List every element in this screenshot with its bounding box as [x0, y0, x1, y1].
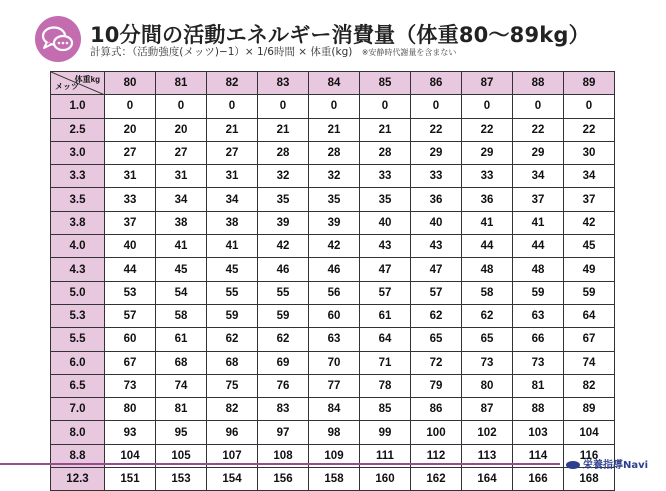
- table-cell: 73: [513, 351, 564, 374]
- table-cell: 62: [462, 304, 513, 327]
- formula: 計算式：（活動強度(メッツ)−1）× 1/6時間 × 体重(kg): [90, 46, 353, 58]
- table-cell: 41: [513, 211, 564, 234]
- energy-table: [50, 71, 615, 491]
- table-cell: 73: [462, 351, 513, 374]
- table-cell: 21: [360, 118, 411, 141]
- mets-label: 12.3: [51, 468, 105, 491]
- mets-label: 4.0: [51, 235, 105, 258]
- table-cell: 0: [513, 95, 564, 118]
- table-cell: 95: [156, 421, 207, 444]
- table-row: [51, 374, 615, 397]
- mets-label: 6.5: [51, 374, 105, 397]
- table-cell: 27: [156, 141, 207, 164]
- mets-label: 3.3: [51, 165, 105, 188]
- table-cell: 34: [564, 165, 615, 188]
- table-cell: 33: [360, 165, 411, 188]
- table-cell: 89: [564, 398, 615, 421]
- table-cell: 45: [564, 235, 615, 258]
- table-cell: 61: [156, 328, 207, 351]
- mets-label: 2.5: [51, 118, 105, 141]
- formula-note: ※安静時代謝量を含まない: [361, 48, 457, 57]
- table-cell: 34: [156, 188, 207, 211]
- table-row: [51, 258, 615, 281]
- mets-label: 4.3: [51, 258, 105, 281]
- table-cell: 60: [105, 328, 156, 351]
- table-cell: 77: [309, 374, 360, 397]
- table-cell: 62: [207, 328, 258, 351]
- table-cell: 44: [105, 258, 156, 281]
- table-row: [51, 165, 615, 188]
- table-cell: 64: [360, 328, 411, 351]
- table-cell: 0: [258, 95, 309, 118]
- table-cell: 37: [564, 188, 615, 211]
- table-cell: 41: [207, 235, 258, 258]
- mets-label: 3.8: [51, 211, 105, 234]
- table-cell: 49: [564, 258, 615, 281]
- table-cell: 154: [207, 468, 258, 491]
- table-cell: 102: [462, 421, 513, 444]
- mets-label: 5.3: [51, 304, 105, 327]
- table-cell: 31: [207, 165, 258, 188]
- table-cell: 64: [564, 304, 615, 327]
- table-cell: 63: [513, 304, 564, 327]
- table-cell: 21: [309, 118, 360, 141]
- brand-logo-icon: [566, 461, 580, 469]
- table-cell: 62: [258, 328, 309, 351]
- table-cell: 71: [360, 351, 411, 374]
- weight-header-86: 86: [411, 72, 462, 95]
- table-cell: 39: [258, 211, 309, 234]
- table-cell: 93: [105, 421, 156, 444]
- table-cell: 59: [207, 304, 258, 327]
- mets-label: 3.0: [51, 141, 105, 164]
- table-cell: 20: [156, 118, 207, 141]
- table-cell: 42: [258, 235, 309, 258]
- table-cell: 58: [462, 281, 513, 304]
- mets-label: 8.8: [51, 444, 105, 467]
- table-cell: 43: [411, 235, 462, 258]
- page-header: [0, 0, 666, 68]
- table-row: [51, 118, 615, 141]
- table-cell: 0: [411, 95, 462, 118]
- table-cell: 97: [258, 421, 309, 444]
- table-cell: 41: [462, 211, 513, 234]
- table-cell: 32: [258, 165, 309, 188]
- table-cell: 42: [564, 211, 615, 234]
- table-cell: 65: [411, 328, 462, 351]
- table-cell: 80: [462, 374, 513, 397]
- table-cell: 158: [309, 468, 360, 491]
- table-cell: 164: [462, 468, 513, 491]
- table-cell: 29: [411, 141, 462, 164]
- table-cell: 69: [258, 351, 309, 374]
- table-cell: 42: [309, 235, 360, 258]
- footer-divider: [0, 463, 560, 465]
- table-row: [51, 211, 615, 234]
- table-cell: 85: [360, 398, 411, 421]
- table-cell: 27: [207, 141, 258, 164]
- mets-label: 7.0: [51, 398, 105, 421]
- table-cell: 31: [156, 165, 207, 188]
- table-cell: 27: [105, 141, 156, 164]
- table-cell: 36: [462, 188, 513, 211]
- table-cell: 37: [513, 188, 564, 211]
- table-cell: 57: [105, 304, 156, 327]
- table-cell: 0: [105, 95, 156, 118]
- table-cell: 103: [513, 421, 564, 444]
- weight-header-88: 88: [513, 72, 564, 95]
- table-cell: 35: [360, 188, 411, 211]
- table-cell: 37: [105, 211, 156, 234]
- table-cell: 35: [309, 188, 360, 211]
- table-cell: 75: [207, 374, 258, 397]
- corner-mets-label: メッツ: [55, 82, 79, 92]
- table-row: [51, 421, 615, 444]
- table-cell: 112: [411, 444, 462, 467]
- table-cell: 22: [462, 118, 513, 141]
- weight-header-81: 81: [156, 72, 207, 95]
- table-cell: 54: [156, 281, 207, 304]
- table-cell: 41: [156, 235, 207, 258]
- table-cell: 22: [564, 118, 615, 141]
- table-corner-cell: [51, 72, 105, 95]
- table-cell: 20: [105, 118, 156, 141]
- table-cell: 156: [258, 468, 309, 491]
- table-cell: 81: [156, 398, 207, 421]
- table-cell: 66: [513, 328, 564, 351]
- weight-header-89: 89: [564, 72, 615, 95]
- table-row: [51, 141, 615, 164]
- table-cell: 36: [411, 188, 462, 211]
- table-row: [51, 95, 615, 118]
- weight-header-83: 83: [258, 72, 309, 95]
- mets-label: 5.0: [51, 281, 105, 304]
- page-title: 10分間の活動エネルギー消費量（体重80〜89kg）: [90, 23, 590, 47]
- table-cell: 40: [360, 211, 411, 234]
- table-header-row: [51, 72, 615, 95]
- table-cell: 81: [513, 374, 564, 397]
- table-cell: 151: [105, 468, 156, 491]
- table-row: [51, 235, 615, 258]
- table-cell: 55: [207, 281, 258, 304]
- table-cell: 166: [513, 468, 564, 491]
- weight-header-87: 87: [462, 72, 513, 95]
- table-cell: 78: [360, 374, 411, 397]
- table-cell: 107: [207, 444, 258, 467]
- table-cell: 79: [411, 374, 462, 397]
- table-cell: 114: [513, 444, 564, 467]
- table-cell: 34: [207, 188, 258, 211]
- table-cell: 57: [360, 281, 411, 304]
- table-cell: 57: [411, 281, 462, 304]
- table-cell: 104: [105, 444, 156, 467]
- table-cell: 48: [513, 258, 564, 281]
- table-cell: 65: [462, 328, 513, 351]
- table-cell: 109: [309, 444, 360, 467]
- table-cell: 96: [207, 421, 258, 444]
- table-cell: 31: [105, 165, 156, 188]
- table-cell: 99: [360, 421, 411, 444]
- table-cell: 60: [309, 304, 360, 327]
- table-cell: 100: [411, 421, 462, 444]
- table-cell: 47: [411, 258, 462, 281]
- table-cell: 21: [258, 118, 309, 141]
- table-cell: 0: [360, 95, 411, 118]
- table-cell: 40: [105, 235, 156, 258]
- brand-name: 栄養指導Navi: [583, 460, 649, 471]
- mets-label: 1.0: [51, 95, 105, 118]
- table-cell: 113: [462, 444, 513, 467]
- table-cell: 0: [156, 95, 207, 118]
- energy-table-container: [50, 71, 614, 491]
- table-row: [51, 328, 615, 351]
- table-cell: 46: [258, 258, 309, 281]
- table-cell: 28: [258, 141, 309, 164]
- table-row: [51, 398, 615, 421]
- table-cell: 35: [258, 188, 309, 211]
- table-cell: 105: [156, 444, 207, 467]
- table-cell: 43: [360, 235, 411, 258]
- formula-text: [90, 44, 456, 59]
- table-cell: 108: [258, 444, 309, 467]
- mets-label: 5.5: [51, 328, 105, 351]
- table-cell: 67: [564, 328, 615, 351]
- table-cell: 38: [207, 211, 258, 234]
- weight-header-84: 84: [309, 72, 360, 95]
- table-cell: 38: [156, 211, 207, 234]
- table-cell: 45: [207, 258, 258, 281]
- table-cell: 33: [411, 165, 462, 188]
- weight-header-85: 85: [360, 72, 411, 95]
- table-cell: 68: [207, 351, 258, 374]
- table-cell: 153: [156, 468, 207, 491]
- table-cell: 98: [309, 421, 360, 444]
- table-cell: 0: [207, 95, 258, 118]
- table-cell: 80: [105, 398, 156, 421]
- table-cell: 67: [105, 351, 156, 374]
- table-cell: 74: [156, 374, 207, 397]
- table-cell: 40: [411, 211, 462, 234]
- table-cell: 76: [258, 374, 309, 397]
- table-cell: 59: [513, 281, 564, 304]
- table-cell: 86: [411, 398, 462, 421]
- table-cell: 30: [564, 141, 615, 164]
- table-cell: 44: [462, 235, 513, 258]
- speech-bubbles-icon: [35, 16, 81, 62]
- table-cell: 74: [564, 351, 615, 374]
- table-cell: 0: [309, 95, 360, 118]
- weight-header-80: 80: [105, 72, 156, 95]
- table-cell: 32: [309, 165, 360, 188]
- table-cell: 0: [462, 95, 513, 118]
- table-cell: 82: [207, 398, 258, 421]
- table-cell: 46: [309, 258, 360, 281]
- table-cell: 58: [156, 304, 207, 327]
- table-cell: 22: [513, 118, 564, 141]
- corner-weight-label: 体重kg: [74, 75, 100, 84]
- table-cell: 62: [411, 304, 462, 327]
- table-cell: 47: [360, 258, 411, 281]
- mets-label: 6.0: [51, 351, 105, 374]
- weight-header-82: 82: [207, 72, 258, 95]
- table-row: [51, 351, 615, 374]
- table-cell: 28: [309, 141, 360, 164]
- table-cell: 88: [513, 398, 564, 421]
- table-cell: 162: [411, 468, 462, 491]
- table-cell: 72: [411, 351, 462, 374]
- brand: [566, 456, 648, 471]
- table-cell: 68: [156, 351, 207, 374]
- table-cell: 82: [564, 374, 615, 397]
- table-body: [51, 95, 615, 491]
- table-cell: 39: [309, 211, 360, 234]
- table-cell: 21: [207, 118, 258, 141]
- table-cell: 29: [513, 141, 564, 164]
- table-cell: 83: [258, 398, 309, 421]
- table-cell: 59: [258, 304, 309, 327]
- table-cell: 84: [309, 398, 360, 421]
- table-cell: 104: [564, 421, 615, 444]
- table-cell: 61: [360, 304, 411, 327]
- table-cell: 0: [564, 95, 615, 118]
- table-cell: 70: [309, 351, 360, 374]
- mets-label: 3.5: [51, 188, 105, 211]
- table-cell: 116: [564, 444, 615, 467]
- table-cell: 33: [462, 165, 513, 188]
- mets-label: 8.0: [51, 421, 105, 444]
- table-cell: 33: [105, 188, 156, 211]
- table-row: [51, 304, 615, 327]
- table-cell: 56: [309, 281, 360, 304]
- table-cell: 53: [105, 281, 156, 304]
- table-cell: 73: [105, 374, 156, 397]
- table-cell: 111: [360, 444, 411, 467]
- table-row: [51, 188, 615, 211]
- table-cell: 48: [462, 258, 513, 281]
- table-row: [51, 281, 615, 304]
- table-cell: 63: [309, 328, 360, 351]
- table-row: [51, 468, 615, 491]
- table-cell: 29: [462, 141, 513, 164]
- table-cell: 44: [513, 235, 564, 258]
- table-cell: 55: [258, 281, 309, 304]
- table-cell: 87: [462, 398, 513, 421]
- table-cell: 22: [411, 118, 462, 141]
- table-cell: 59: [564, 281, 615, 304]
- table-cell: 168: [564, 468, 615, 491]
- table-cell: 28: [360, 141, 411, 164]
- table-cell: 45: [156, 258, 207, 281]
- table-cell: 34: [513, 165, 564, 188]
- table-cell: 160: [360, 468, 411, 491]
